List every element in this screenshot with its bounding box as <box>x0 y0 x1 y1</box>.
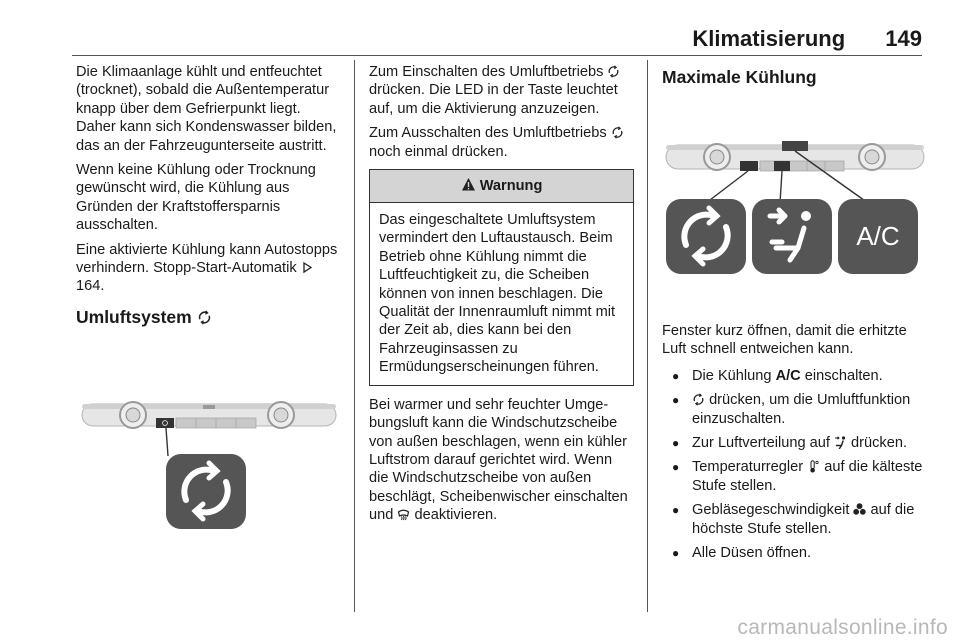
list-item: ● Zur Luftverteilung auf drücken. <box>662 434 928 452</box>
recirculation-icon <box>611 126 624 139</box>
list-item: ● Alle Düsen öffnen. <box>662 544 928 562</box>
column-3-body <box>662 322 928 568</box>
watermark: carmanualsonline.info <box>737 616 948 639</box>
bullet-list <box>662 367 928 563</box>
list-item: ● Die Kühlung A/C einschalten. <box>662 367 928 385</box>
air-distribution-button-enlarged <box>752 199 832 274</box>
recirculation-button <box>156 418 174 428</box>
paragraph: Wenn keine Kühlung oder Trocknung gewünscht wird, die Kühlung aus Gründen der Kraftstoffersparnis ausschalten. <box>76 162 316 234</box>
column-divider-2 <box>647 60 648 612</box>
page-header <box>692 26 922 52</box>
paragraph: Zum Einschalten des Umluftbetriebs drücken. Die LED in der Taste leuchtet auf, um die Aktivierung anzuzeigen. <box>369 63 634 118</box>
warning-text: Das eingeschaltete Umluftsystem vermindert den Luftaustausch. Beim Betrieb ohne Kühlung nimmt die Luftfeuchtigkeit zu, die Scheiben können von innen beschlagen. Die Qualität der Innenraumluft nimmt mit der Zeit ab, dies kann bei den Fahrzeuginsassen zu Ermüdungserscheinungen führen. <box>379 212 616 376</box>
section-heading: Umluftsystem <box>76 306 342 328</box>
recirculation-button <box>740 161 758 171</box>
recirculation-button-enlarged <box>666 199 746 274</box>
paragraph: Fenster kurz öffnen, damit die erhitzte Luft schnell entweichen kann. <box>662 323 907 358</box>
warning-title: Warnung <box>479 178 543 195</box>
page-number: 149 <box>885 26 922 51</box>
column-3 <box>662 63 928 88</box>
section-heading: Maximale Kühlung <box>662 67 817 87</box>
fan-icon <box>853 503 866 516</box>
column-2 <box>369 63 634 531</box>
column-1 <box>76 63 342 328</box>
paragraph: Bei warmer und sehr feuchter Umgebungsluft kann die Windschutzscheibe von außen beschlagen, wenn ein kühler Luftstrom darauf gerichtet wird. Wenn die Windschutzscheibe von außen beschlägt, Scheibenwischer einschalten und deaktivieren. <box>369 396 628 524</box>
recirculation-button-enlarged <box>166 454 246 529</box>
ac-label: A/C <box>856 221 900 251</box>
air-distribution-button <box>774 161 790 171</box>
defrost-icon <box>397 508 410 521</box>
paragraph: Die Klimaanlage kühlt und entfeuchtet (trocknet), sobald die Außentemperatur knapp über dem Gefrierpunkt liegt. Daher kann sich Kondenswasser bilden, das an der Fahrzeugunterseite austritt. <box>76 64 337 154</box>
recirculation-icon <box>197 310 212 325</box>
paragraph: Eine aktivierte Kühlung kann Autostopps verhindern. Stopp-Start-Automatik 164. <box>76 241 338 295</box>
arrow-ref-icon <box>301 261 314 274</box>
paragraph: Zum Ausschalten des Umluftbetriebs noch einmal drücken. <box>369 124 634 161</box>
list-item: ● Gebläsegeschwindigkeit auf die höchste Stufe stellen. <box>662 501 928 538</box>
recirculation-icon <box>607 65 620 78</box>
header-rule <box>72 55 922 56</box>
column-divider-1 <box>354 60 355 612</box>
page-title: Klimatisierung <box>692 26 846 51</box>
temperature-icon <box>807 460 820 473</box>
ac-button <box>782 141 808 151</box>
list-item: ● drücken, um die Umluftfunktion einzuschalten. <box>662 391 928 428</box>
max-cooling-figure <box>662 137 928 277</box>
climate-panel-figure <box>78 392 340 532</box>
warning-icon <box>461 177 476 192</box>
recirculation-icon <box>692 393 705 406</box>
warning-header <box>370 170 633 203</box>
air-distribution-icon <box>834 436 847 449</box>
list-item: ● Temperaturregler auf die kälteste Stufe stellen. <box>662 458 928 495</box>
warning-box <box>369 169 634 386</box>
